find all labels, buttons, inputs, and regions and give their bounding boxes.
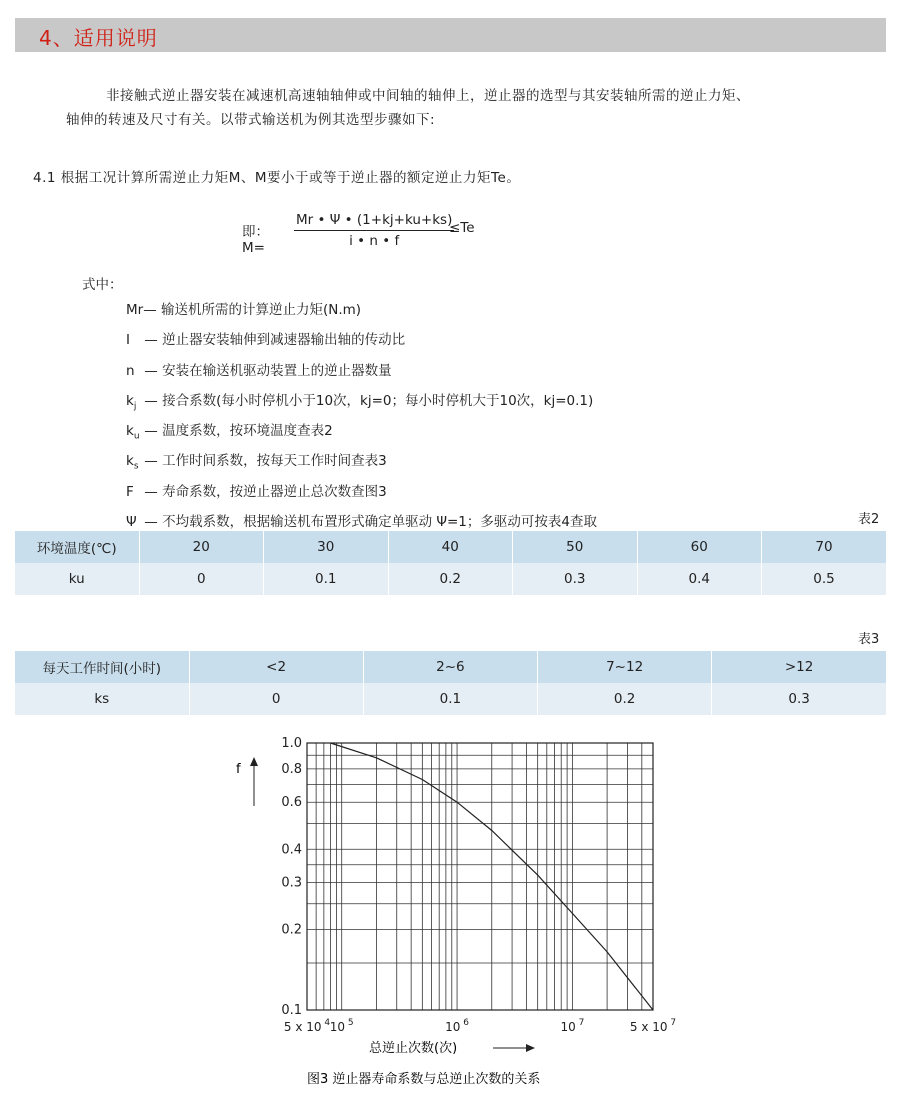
y-axis-label-group	[236, 757, 258, 806]
variable-description: — 工作时间系数，按每天工作时间查表3	[140, 453, 387, 470]
table-cell: 60	[637, 531, 762, 563]
figure-caption: 图3 逆止器寿命系数与总逆止次数的关系	[307, 1072, 541, 1087]
formula-tail: ≤Te	[449, 220, 475, 236]
variable-symbol: n	[126, 362, 135, 379]
step-4-1: 4.1 根据工况计算所需逆止力矩M、M要小于或等于逆止器的额定逆止力矩Te。	[33, 170, 521, 186]
intro-line-1: 非接触式逆止器安装在减速机高速轴轴伸或中间轴的轴伸上，逆止器的选型与其安装轴所需的逆止力矩、	[106, 88, 750, 104]
section-title: 4、适用说明	[39, 26, 158, 50]
table-cell: ku	[15, 563, 139, 595]
table-cell: 7~12	[538, 651, 712, 683]
x-tick-label: 5 x 10 $^7$	[629, 1018, 677, 1034]
x-axis-label: 总逆止次数(次)	[369, 1041, 458, 1056]
arrow-right-icon	[526, 1044, 535, 1052]
variable-symbol: $k_s$	[126, 453, 139, 473]
table-cell: >12	[712, 651, 886, 683]
variable-symbol: F	[126, 483, 134, 500]
table-cell: 0	[189, 683, 363, 715]
variable-symbol: $k_u$	[126, 423, 140, 442]
variable-symbol: Ψ	[126, 513, 137, 530]
y-axis-label: f	[236, 762, 241, 777]
intro-line-2: 轴伸的转速及尺寸有关。以带式输送机为例其选型步骤如下:	[66, 112, 436, 128]
table3-caption: 表3	[858, 632, 880, 647]
table-cell: 0.4	[637, 563, 762, 595]
table-cell: 2~6	[363, 651, 537, 683]
x-axis-label-group	[369, 1040, 535, 1056]
variable-description: — 输送机所需的计算逆止力矩(N.m)	[143, 302, 362, 318]
variable-description: — 接合系数(每小时停机小于10次，kj=0；每小时停机大于10次，kj=0.1)	[140, 392, 594, 409]
variable-symbol: Mr	[126, 302, 144, 318]
variable-description: — 逆止器安装轴伸到减速器输出轴的传动比	[140, 332, 406, 349]
table-cell: <2	[189, 651, 363, 683]
table-cell: ks	[15, 683, 189, 715]
y-tick-label: 1.0	[281, 736, 302, 751]
formula-denominator: i • n • f	[349, 233, 400, 249]
x-tick-label: 10 $^6$	[445, 1018, 469, 1034]
table-cell: 40	[388, 531, 513, 563]
table-cell: 环境温度(℃)	[15, 531, 139, 563]
table-cell: 0.3	[513, 563, 638, 595]
table-cell: 0	[139, 563, 264, 595]
y-tick-label: 0.1	[281, 1003, 302, 1018]
table-cell: 0.1	[363, 683, 537, 715]
table-cell: 每天工作时间(小时)	[15, 651, 189, 683]
y-tick-label: 0.2	[281, 922, 302, 938]
table-cell: 0.3	[712, 683, 886, 715]
variable-symbol: $k_j$	[126, 392, 137, 412]
variable-description: — 安装在输送机驱动装置上的逆止器数量	[140, 362, 392, 379]
variable-description: — 温度系数，按环境温度查表2	[140, 423, 333, 440]
table-cell: 50	[513, 531, 638, 563]
variable-symbol: I	[126, 332, 130, 349]
y-tick-label: 0.6	[281, 795, 302, 811]
y-tick-label: 0.3	[281, 875, 302, 891]
variable-description: — 寿命系数，按逆止器逆止总次数查图3	[140, 483, 387, 500]
y-tick-label: 0.4	[281, 842, 302, 858]
table-cell: 70	[762, 531, 887, 563]
plot-frame	[307, 743, 653, 1010]
table-cell: 20	[139, 531, 264, 563]
where-label: 式中：	[82, 277, 123, 293]
formula-numerator: Mr • Ψ • (1+kj+ku+ks)	[294, 212, 454, 231]
table-cell: 0.2	[388, 563, 513, 595]
table-cell: 0.2	[538, 683, 712, 715]
x-tick-label: 10 $^7$	[560, 1018, 585, 1034]
formula-lead: 即：M=	[242, 224, 269, 256]
x-tick-label: 5 x 10 $^4$	[283, 1018, 331, 1034]
table-cell: 30	[264, 531, 389, 563]
table-cell: 0.1	[264, 563, 389, 595]
variable-description: — 不均载系数，根据输送机布置形式确定单驱动 Ψ=1；多驱动可按表4查取	[140, 513, 597, 530]
table-cell: 0.5	[762, 563, 887, 595]
x-tick-label: 10 $^5$	[329, 1018, 354, 1034]
y-tick-label: 0.8	[281, 761, 302, 777]
arrow-up-icon	[250, 757, 258, 766]
table2-caption: 表2	[858, 512, 880, 527]
